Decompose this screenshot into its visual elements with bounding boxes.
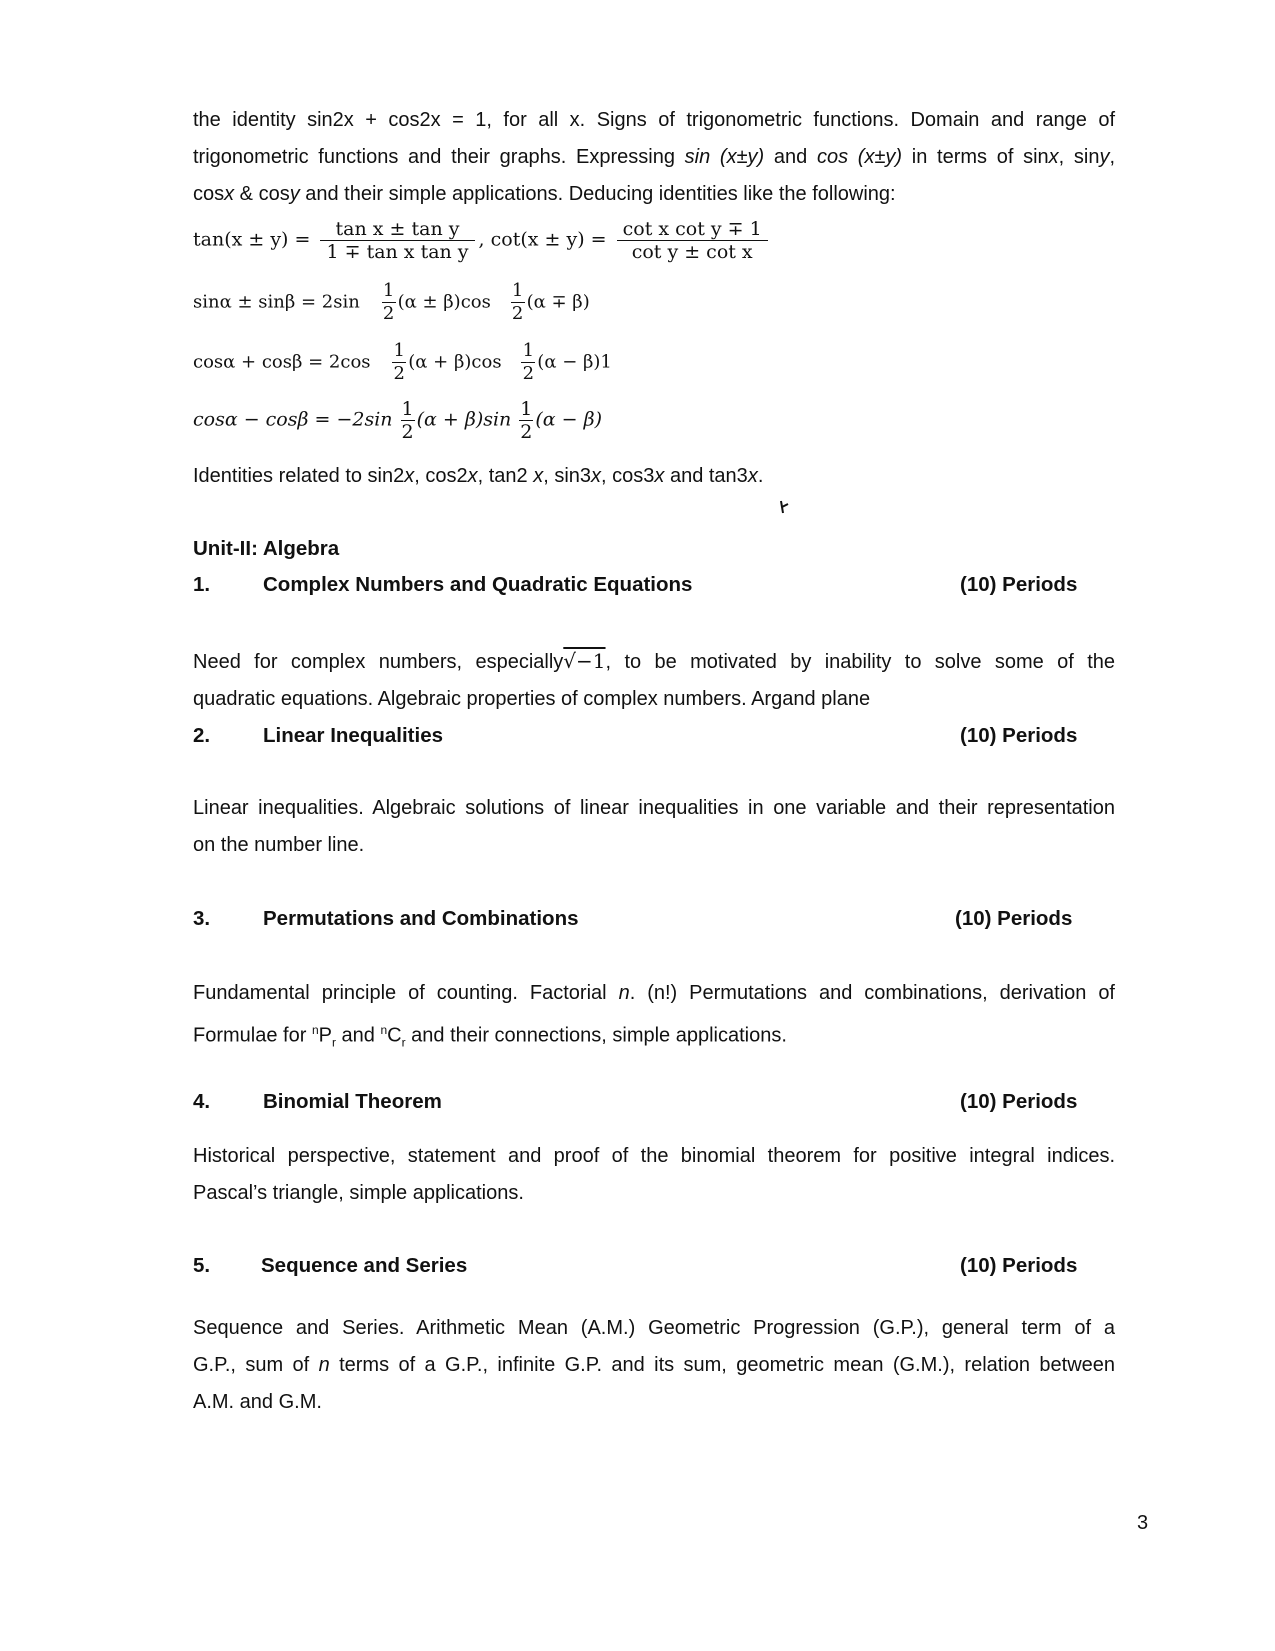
section-3-periods: (10) Periods (955, 907, 1073, 930)
section-4-periods: (10) Periods (960, 1090, 1078, 1113)
linear-paragraph (193, 790, 1115, 864)
perm-paragraph (193, 975, 1115, 1062)
section-1-number: 1. (193, 573, 211, 596)
identities-line: Identities related to sin2x, cos2x, tan2 x, sin3x, cos3x and tan3x. (193, 465, 764, 487)
formula-tan-cot: tan(x ± y) = $\frac{\text{tan x ± tan y}}{\text{1 ∓ tan x tan y}}$ , cot(x ± y) = $\frac{\text{cot x cot y ∓ 1}}{\text{cot y ± cot x}}$ (193, 218, 772, 263)
section-2-title: Linear Inequalities (263, 724, 443, 747)
section-3-title: Permutations and Combinations (263, 907, 579, 930)
linear-line-1: Linear inequalities. Algebraic solutions of linear inequalities in one variable and their representation (193, 797, 1115, 819)
binomial-line-1: Historical perspective, statement and proof of the binomial theorem for positive integral indices. (193, 1145, 1115, 1167)
complex-line-1: Need for complex numbers, especially√−1, to be motivated by inability to solve some of the (193, 649, 1115, 673)
section-1-periods: (10) Periods (960, 573, 1078, 596)
intro-line-1: the identity sin2x + cos2x = 1, for all x. Signs of trigonometric functions. Domain and range of (193, 109, 1115, 131)
section-2-number: 2. (193, 724, 211, 747)
unit-title: Unit-II: Algebra (193, 537, 340, 560)
series-paragraph (193, 1310, 1115, 1421)
series-line-2: G.P., sum of n terms of a G.P., infinite G.P. and its sum, geometric mean (G.M.), relation between (193, 1354, 1116, 1376)
series-line-3: A.M. and G.M. (193, 1391, 322, 1413)
formula-cos-sum: cosα + cosβ = 2cos $\frac{1}{2}$ (α + β)cos $\frac{1}{2}$ (α − β)1 (193, 340, 612, 384)
section-2-periods: (10) Periods (960, 724, 1078, 747)
linear-line-2: on the number line. (193, 834, 365, 856)
intro-line-3: cosx & cosy and their simple applications. Deducing identities like the following: (193, 183, 896, 205)
perm-line-1: Fundamental principle of counting. Factorial n. (n!) Permutations and combinations, derivation of (193, 982, 1115, 1004)
section-3-number: 3. (193, 907, 211, 930)
formula-cos-diff: cosα − cosβ = −2sin $\frac{1}{2}$ (α + β)sin $\frac{1}{2}$ (α − β) (193, 398, 602, 443)
intro-paragraph (193, 102, 1115, 213)
section-5-title: Sequence and Series (261, 1254, 468, 1277)
formula-sin-sum: sinα ± sinβ = 2sin $\frac{1}{2}$ (α ± β)cos $\frac{1}{2}$ (α ∓ β) (193, 280, 590, 324)
section-4-title: Binomial Theorem (263, 1090, 442, 1113)
intro-line-2: trigonometric functions and their graphs. Expressing sin (x±y) and cos (x±y) in terms of sinx, siny, (193, 146, 1116, 168)
perm-line-2: Formulae for $^nP_r$ and $^nC_r$ and their connections, simple applications. (193, 1023, 787, 1050)
section-5-periods: (10) Periods (960, 1254, 1078, 1277)
section-1-title: Complex Numbers and Quadratic Equations (263, 573, 693, 596)
section-5-number: 5. (193, 1254, 211, 1277)
series-line-1: Sequence and Series. Arithmetic Mean (A.M.) Geometric Progression (G.P.), general term of a (193, 1317, 1115, 1339)
complex-line-2: quadratic equations. Algebraic properties of complex numbers. Argand plane (193, 688, 871, 710)
page-number: 3 (1137, 1512, 1149, 1534)
section-4-number: 4. (193, 1090, 211, 1113)
stray-mark (778, 499, 790, 515)
binomial-line-2: Pascal’s triangle, simple applications. (193, 1182, 524, 1204)
binomial-paragraph (193, 1138, 1115, 1212)
complex-paragraph (193, 643, 1115, 718)
